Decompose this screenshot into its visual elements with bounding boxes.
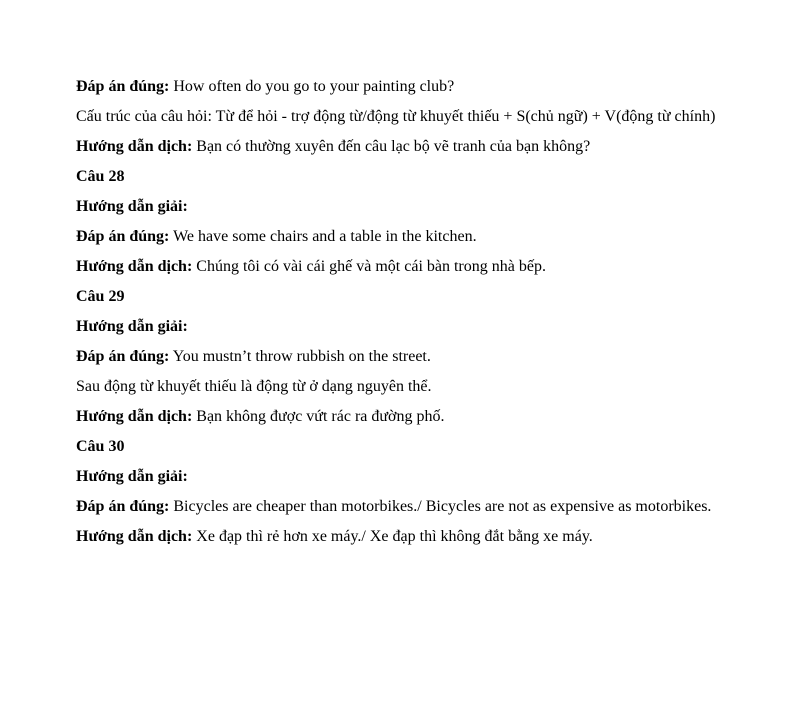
solution-label: Hướng dẫn giải: (76, 468, 188, 485)
question-title: Câu 30 (76, 438, 125, 455)
structure-text: Cấu trúc của câu hỏi: Từ để hỏi - trợ động từ/động từ khuyết thiếu + S(chủ ngữ) + V(động từ chính) (76, 108, 716, 125)
translation-line-28 (76, 252, 718, 282)
solution-heading-28 (76, 192, 718, 222)
note-line-29 (76, 372, 718, 402)
answer-label: Đáp án đúng: (76, 228, 170, 245)
answer-label: Đáp án đúng: (76, 78, 170, 95)
translation-label: Hướng dẫn dịch: (76, 138, 193, 155)
translation-line-29 (76, 402, 718, 432)
solution-label: Hướng dẫn giải: (76, 318, 188, 335)
question-title-29 (76, 282, 718, 312)
translation-label: Hướng dẫn dịch: (76, 408, 193, 425)
translation-text: Bạn có thường xuyên đến câu lạc bộ vẽ tranh của bạn không? (192, 138, 591, 155)
question-title: Câu 28 (76, 168, 125, 185)
translation-label: Hướng dẫn dịch: (76, 258, 193, 275)
question-title-28 (76, 162, 718, 192)
translation-label: Hướng dẫn dịch: (76, 528, 193, 545)
translation-line-30 (76, 522, 718, 552)
answer-text: How often do you go to your painting club? (169, 78, 455, 95)
solution-heading-29 (76, 312, 718, 342)
answer-line-29 (76, 342, 718, 372)
answer-label: Đáp án đúng: (76, 348, 170, 365)
answer-text: We have some chairs and a table in the kitchen. (169, 228, 477, 245)
document-page (76, 72, 718, 552)
solution-label: Hướng dẫn giải: (76, 198, 188, 215)
answer-label: Đáp án đúng: (76, 498, 170, 515)
solution-heading-30 (76, 462, 718, 492)
structure-paragraph (76, 102, 718, 132)
answer-text: Bicycles are cheaper than motorbikes./ Bicycles are not as expensive as motorbikes. (169, 498, 712, 515)
answer-line-27 (76, 72, 718, 102)
answer-paragraph-30 (76, 492, 718, 522)
translation-line-27 (76, 132, 718, 162)
question-title-30 (76, 432, 718, 462)
translation-text: Bạn không được vứt rác ra đường phố. (192, 408, 445, 425)
question-title: Câu 29 (76, 288, 125, 305)
translation-text: Chúng tôi có vài cái ghế và một cái bàn trong nhà bếp. (192, 258, 546, 275)
answer-text: You mustn’t throw rubbish on the street. (169, 348, 431, 365)
answer-line-28 (76, 222, 718, 252)
note-text: Sau động từ khuyết thiếu là động từ ở dạng nguyên thể. (76, 378, 432, 395)
translation-text: Xe đạp thì rẻ hơn xe máy./ Xe đạp thì không đắt bằng xe máy. (192, 528, 593, 545)
